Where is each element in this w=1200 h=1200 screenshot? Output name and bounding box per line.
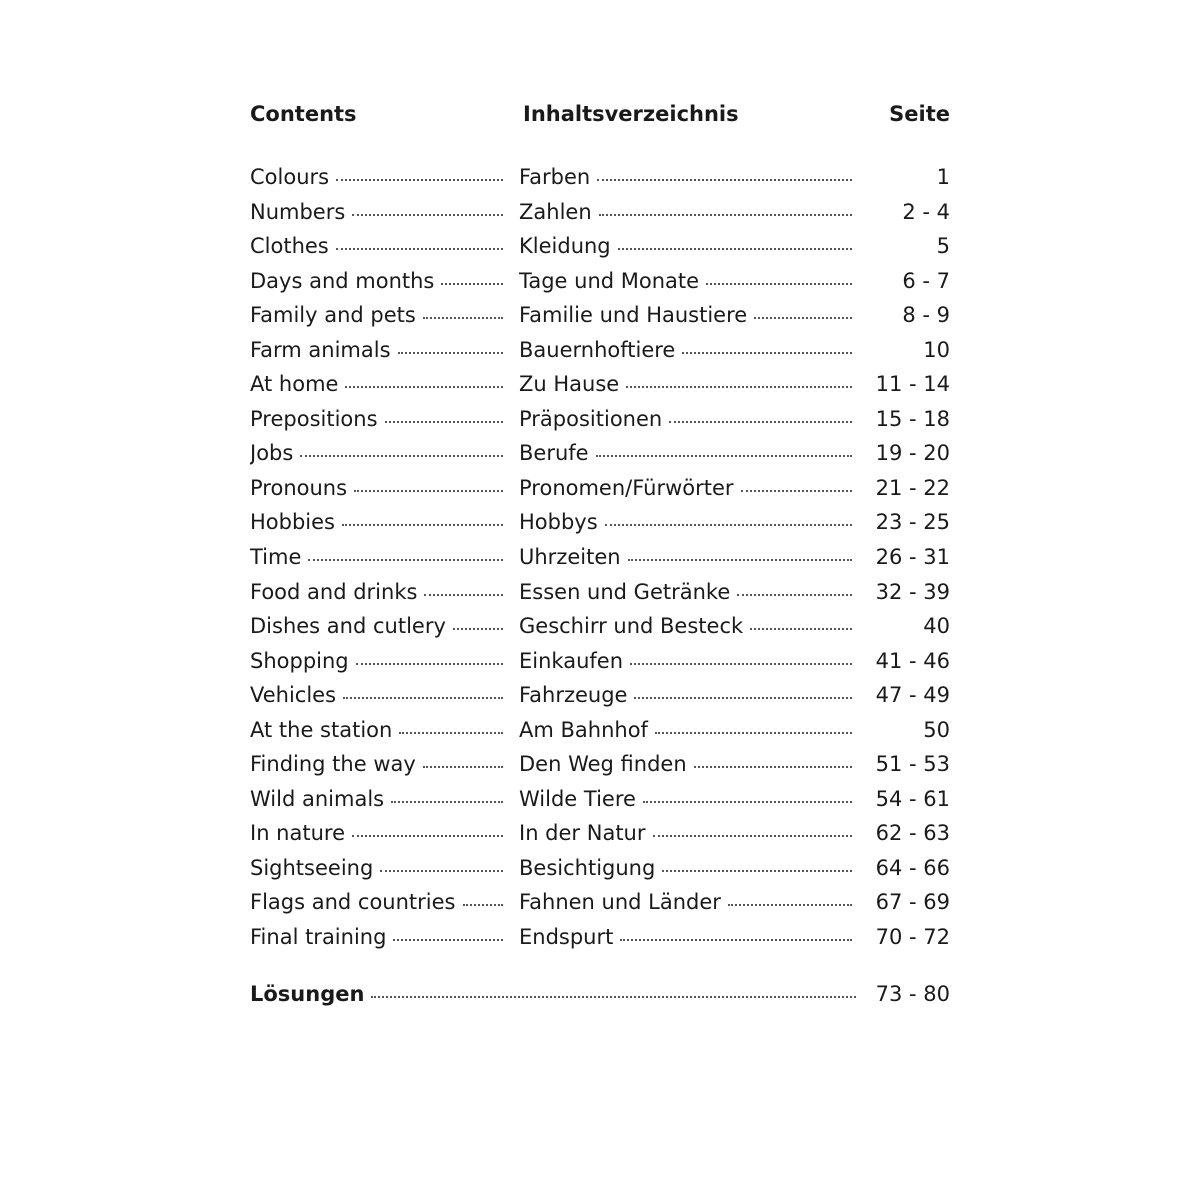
dot-leader: [308, 559, 503, 561]
entry-german: Fahnen und Länder: [519, 890, 721, 915]
entry-pages: 67 - 69: [875, 890, 950, 915]
toc-row: [250, 816, 950, 851]
toc-row: [250, 264, 950, 299]
dot-leader: [626, 386, 852, 388]
dot-leader: [728, 904, 852, 906]
dot-leader: [634, 697, 852, 699]
entry-german: Fahrzeuge: [519, 683, 628, 708]
toc-header: [250, 102, 950, 132]
entry-pages: 8 - 9: [902, 303, 950, 328]
entry-english: Farm animals: [250, 337, 391, 362]
dot-leader: [618, 248, 852, 250]
toc-entries: [250, 160, 950, 955]
dot-leader: [630, 663, 852, 665]
dot-leader: [399, 732, 503, 734]
entry-pages: 54 - 61: [875, 786, 950, 811]
entry-pages: 64 - 66: [875, 855, 950, 880]
entry-german: Berufe: [519, 441, 589, 466]
toc-row: [250, 402, 950, 437]
dot-leader: [371, 996, 856, 998]
dot-leader: [463, 904, 504, 906]
dot-leader: [391, 801, 503, 803]
toc-row: [250, 575, 950, 610]
entry-german: Zahlen: [519, 199, 592, 224]
entry-pages: 10: [923, 337, 950, 362]
entry-german: Geschirr und Besteck: [519, 614, 744, 639]
dot-leader: [424, 594, 503, 596]
entry-english: Family and pets: [250, 303, 416, 328]
entry-pages: 1: [936, 165, 950, 189]
dot-leader: [620, 939, 852, 941]
dot-leader: [596, 455, 852, 457]
entry-german: Uhrzeiten: [519, 545, 621, 570]
dot-leader: [706, 283, 852, 285]
entry-german: In der Natur: [519, 821, 646, 846]
entry-pages: 51 - 53: [875, 752, 950, 777]
toc-row: [250, 920, 950, 955]
dot-leader: [380, 870, 503, 872]
entry-german: Pronomen/Fürwörter: [519, 475, 734, 500]
dot-leader: [694, 766, 852, 768]
toc-row: [250, 333, 950, 368]
toc-row: [250, 229, 950, 264]
dot-leader: [352, 214, 503, 216]
entry-english: In nature: [250, 821, 345, 846]
dot-leader: [605, 524, 852, 526]
entry-pages: 40: [923, 614, 950, 639]
dot-leader: [655, 732, 852, 734]
entry-pages: 11 - 14: [875, 372, 950, 397]
entry-pages: 23 - 25: [875, 510, 950, 535]
entry-english: Dishes and cutlery: [250, 614, 446, 639]
entry-pages: 32 - 39: [875, 579, 950, 604]
entry-pages: 70 - 72: [875, 925, 950, 950]
entry-english: Finding the way: [250, 752, 416, 777]
dot-leader: [398, 352, 503, 354]
dot-leader: [336, 248, 503, 250]
entry-pages: 6 - 7: [902, 268, 950, 293]
entry-english: Final training: [250, 925, 387, 950]
dot-leader: [441, 283, 503, 285]
toc-row: [250, 195, 950, 230]
dot-leader: [643, 801, 852, 803]
dot-leader: [342, 524, 503, 526]
entry-pages: 62 - 63: [875, 821, 950, 846]
entry-german: Bauernhoftiere: [519, 337, 676, 362]
dot-leader: [423, 766, 503, 768]
entry-english: At home: [250, 372, 339, 397]
entry-pages: 21 - 22: [875, 475, 950, 500]
header-seite: Seite: [889, 102, 950, 126]
toc-row: [250, 644, 950, 679]
entry-pages: 47 - 49: [875, 683, 950, 708]
solutions-label: Lösungen: [250, 982, 365, 1006]
entry-english: Food and drinks: [250, 579, 418, 604]
toc-row: [250, 851, 950, 886]
header-contents: Contents: [250, 102, 357, 126]
dot-leader: [336, 179, 503, 181]
toc-row: [250, 540, 950, 575]
entry-german: Den Weg finden: [519, 752, 687, 777]
toc-row: [250, 747, 950, 782]
entry-english: Numbers: [250, 199, 346, 224]
dot-leader: [352, 835, 503, 837]
entry-pages: 15 - 18: [875, 406, 950, 431]
entry-pages: 26 - 31: [875, 545, 950, 570]
dot-leader: [682, 352, 852, 354]
dot-leader: [385, 421, 503, 423]
entry-english: Clothes: [250, 234, 329, 259]
toc-row: [250, 298, 950, 333]
entry-pages: 19 - 20: [875, 441, 950, 466]
dot-leader: [356, 663, 503, 665]
entry-german: Farben: [519, 165, 591, 189]
entry-english: Vehicles: [250, 683, 337, 708]
entry-german: Familie und Haustiere: [519, 303, 748, 328]
entry-english: Time: [250, 545, 302, 570]
dot-leader: [628, 559, 852, 561]
toc-row: [250, 713, 950, 748]
dot-leader: [599, 214, 852, 216]
header-inhaltsverzeichnis: Inhaltsverzeichnis: [523, 102, 739, 126]
entry-english: Wild animals: [250, 786, 385, 811]
dot-leader: [300, 455, 503, 457]
toc-row: [250, 609, 950, 644]
toc-row: [250, 678, 950, 713]
entry-german: Einkaufen: [519, 648, 624, 673]
solutions-pages: 73 - 80: [875, 982, 950, 1006]
entry-pages: 5: [936, 234, 950, 259]
dot-leader: [669, 421, 852, 423]
dot-leader: [597, 179, 852, 181]
entry-english: Sightseeing: [250, 855, 374, 880]
entry-english: Shopping: [250, 648, 349, 673]
entry-german: Besichtigung: [519, 855, 656, 880]
dot-leader: [750, 628, 852, 630]
dot-leader: [343, 697, 503, 699]
toc-row: [250, 471, 950, 506]
dot-leader: [653, 835, 853, 837]
toc-row: [250, 885, 950, 920]
entry-english: Days and months: [250, 268, 435, 293]
entry-german: Kleidung: [519, 234, 611, 259]
entry-german: Wilde Tiere: [519, 786, 636, 811]
entry-english: Pronouns: [250, 475, 348, 500]
toc-row: [250, 436, 950, 471]
entry-german: Zu Hause: [519, 372, 620, 397]
entry-german: Präpositionen: [519, 406, 663, 431]
toc-row: [250, 160, 950, 195]
entry-english: Colours: [250, 165, 330, 189]
entry-pages: 50: [923, 717, 950, 742]
entry-english: Hobbies: [250, 510, 335, 535]
solutions-row: [250, 977, 950, 1011]
entry-english: Jobs: [250, 441, 294, 466]
entry-pages: 41 - 46: [875, 648, 950, 673]
dot-leader: [393, 939, 503, 941]
dot-leader: [737, 594, 852, 596]
entry-english: Flags and countries: [250, 890, 456, 915]
entry-german: Hobbys: [519, 510, 598, 535]
entry-german: Essen und Getränke: [519, 579, 731, 604]
toc-row: [250, 367, 950, 402]
entry-english: Prepositions: [250, 406, 378, 431]
dot-leader: [453, 628, 503, 630]
dot-leader: [741, 490, 852, 492]
toc-row: [250, 782, 950, 817]
dot-leader: [345, 386, 503, 388]
toc-row: [250, 505, 950, 540]
dot-leader: [354, 490, 503, 492]
entry-german: Tage und Monate: [519, 268, 700, 293]
entry-german: Am Bahnhof: [519, 717, 648, 742]
dot-leader: [423, 317, 503, 319]
entry-german: Endspurt: [519, 925, 614, 950]
entry-english: At the station: [250, 717, 393, 742]
dot-leader: [754, 317, 852, 319]
entry-pages: 2 - 4: [902, 199, 950, 224]
dot-leader: [662, 870, 852, 872]
